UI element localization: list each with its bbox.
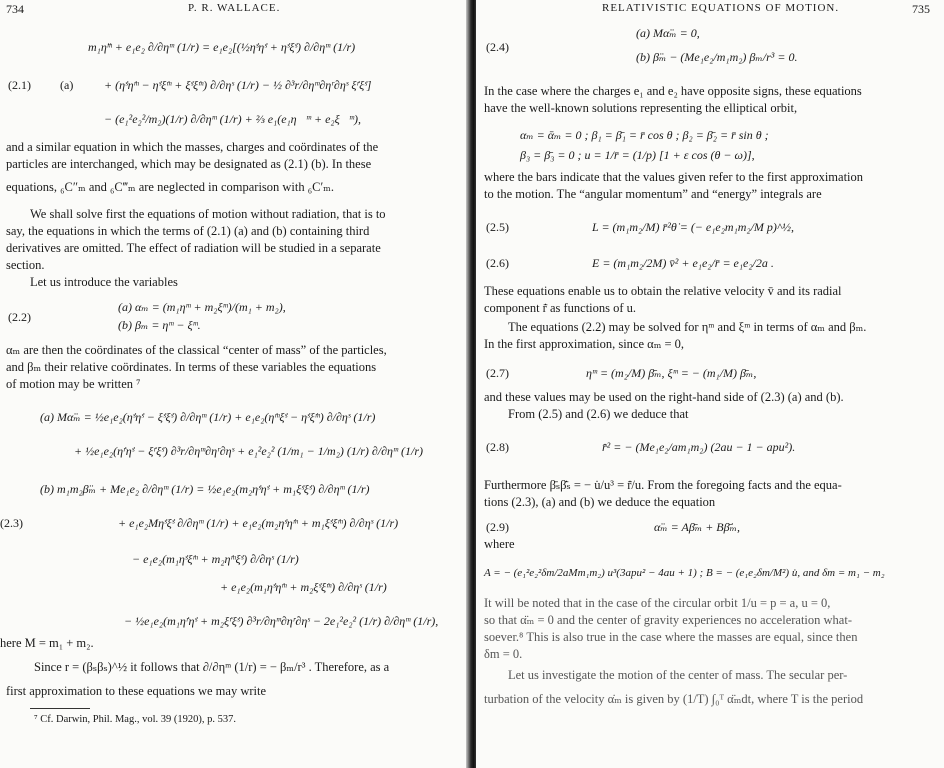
equation-line: α̈ₘ = Aβ̄ₘ + Bβ̄̇ₘ, xyxy=(654,520,740,534)
footnote-rule xyxy=(30,708,90,709)
equation-line: E = (m₁m₂/2M) v̄² + e₁e₂/r̄ = e₁e₂/2a . xyxy=(592,256,774,270)
page-number: 734 xyxy=(6,2,24,16)
paragraph-line: where xyxy=(484,537,515,551)
equation-line: (a) Mα̈ₘ = 0, xyxy=(636,26,700,40)
paragraph-line: The equations (2.2) may be solved for ηᵐ and ξᵐ in terms of αₘ and βₘ. xyxy=(508,320,867,334)
equation-line: (a) αₘ = (m₁ηᵐ + m₂ξᵐ)/(m₁ + m₂), xyxy=(118,300,286,314)
equation-line: r̄̇² = − (Me₁e₂/am₁m₂) (2au − 1 − apu²). xyxy=(602,440,796,454)
footnote: ⁷ Cf. Darwin, Phil. Mag., vol. 39 (1920), p. 537. xyxy=(34,714,236,725)
paragraph-line: Let us investigate the motion of the center of mass. The secular per- xyxy=(508,668,848,682)
paragraph-line: Let us introduce the variables xyxy=(30,275,178,289)
equation-number: (2.6) xyxy=(486,256,509,270)
paragraph-line: say, the equations in which the terms of (2.1) (a) and (b) containing third xyxy=(6,224,370,238)
equation-number: (2.3) xyxy=(0,516,23,530)
paragraph-line: In the first approximation, since αₘ = 0, xyxy=(484,337,685,351)
paragraph-line: here M = m₁ + m₂. xyxy=(0,636,94,650)
equation-line: A = − (e₁²e₂²δm/2aMm₁m₂) u³(3apu² − 4au + 1) ; B = − (e₁e₂δm/M²) u̇, and δm = m₁ − m₂ xyxy=(484,567,885,579)
paragraph-line: tions (2.3), (a) and (b) we deduce the equation xyxy=(484,495,716,509)
paragraph-line: In the case where the charges e₁ and e₂ have opposite signs, these equations xyxy=(484,84,862,98)
paragraph-line: and these values may be used on the right-hand side of (2.3) (a) and (b). xyxy=(484,390,844,404)
equation-line: L = (m₁m₂/M) r̄²θ̇ = (− e₁e₂m₁m₂/M p)^½, xyxy=(592,220,794,234)
left-page xyxy=(0,0,470,768)
paragraph-line: From (2.5) and (2.6) we deduce that xyxy=(508,407,689,421)
paragraph-line: derivatives are omitted. The effect of radiation will be studied in a separate xyxy=(6,241,381,255)
equation-number: (2.7) xyxy=(486,366,509,380)
equation-line: − e₁e₂(m₁η̇ˢξ̇ᵐ + m₂η̇ᵐξ̇ˢ) ∂/∂ηˢ (1/r) xyxy=(132,552,299,566)
paragraph-line: of motion may be written ⁷ xyxy=(6,377,141,391)
paragraph-line: We shall solve first the equations of motion without radiation, that is to xyxy=(30,207,386,221)
paragraph-line: and a similar equation in which the masses, charges and coördinates of the xyxy=(6,140,379,154)
equation-line: (a) Mα̈ₘ = ½e₁e₂(η̇ˢη̇ˢ − ξ̇ˢξ̇ˢ) ∂/∂ηᵐ (1/r) + e₁e₂(η̇ᵐξ̇ˢ − η̇ˢξ̇ᵐ) ∂/∂ηˢ (1/r) xyxy=(40,410,376,424)
paragraph-line: and βₘ their relative coördinates. In terms of these variables the equations xyxy=(6,360,377,374)
paragraph-line: have the well-known solutions representing the elliptical orbit, xyxy=(484,101,798,115)
equation-number: (2.5) xyxy=(486,220,509,234)
equation-line: β₃ = β̄₃ = 0 ; u = 1/r̄ = (1/p) [1 + ε cos (θ − ω)], xyxy=(520,148,755,162)
paragraph-line: These equations enable us to obtain the relative velocity v̄ and its radial xyxy=(484,284,842,298)
equation-line: ηᵐ = (m₂/M) β̄ₘ, ξᵐ = − (m₁/M) β̄ₘ, xyxy=(586,366,757,380)
paragraph-line: turbation of the velocity α̇ₘ is given by (1/T) ∫₀ᵀ α̈ₘdt, where T is the period xyxy=(484,692,864,706)
paragraph-line: equations, ₆C″ₘ and ₆C‴ₘ are neglected in comparison with ₆C′ₘ. xyxy=(6,180,334,194)
page-number: 735 xyxy=(912,2,930,16)
paragraph-line: where the bars indicate that the values given refer to the first approximation xyxy=(484,170,864,184)
equation-label: (a) xyxy=(60,78,74,92)
equation-number: (2.1) xyxy=(8,78,31,92)
equation-line: m₁η̈ᵐ + e₁e₂ ∂/∂ηᵐ (1/r) = e₁e₂[(½η̇ˢη̇ˢ + η̇ˢξ̇ˢ) ∂/∂ηᵐ (1/r) xyxy=(88,40,356,54)
paragraph-line: to the motion. The “angular momentum” and “energy” integrals are xyxy=(484,187,822,201)
equation-line: − ½e₁e₂(m₁η̇ʳη̇ˢ + m₂ξ̇ʳξ̇ˢ) ∂³r/∂ηᵐ∂ηʳ∂ηˢ − 2e₁²e₂² (1/r) ∂/∂ηᵐ (1/r), xyxy=(124,614,439,628)
paragraph-line: so that α̈ₘ = 0 and the center of gravity experiences no acceleration what- xyxy=(484,613,852,627)
paragraph-line: It will be noted that in the case of the circular orbit 1/u = p = a, u = 0, xyxy=(484,596,831,610)
paragraph-line: first approximation to these equations we may write xyxy=(6,684,267,698)
equation-number: (2.9) xyxy=(486,520,509,534)
equation-line: − (e₁²e₂²/m₂)(1/r) ∂/∂ηᵐ (1/r) + ⅔ e₁(e₁η⃛ᵐ + e₂ξ⃛ᵐ), xyxy=(104,112,362,126)
running-head: RELATIVISTIC EQUATIONS OF MOTION. xyxy=(602,2,840,14)
equation-line: + ½e₁e₂(η̇ʳη̇ˢ − ξ̇ʳξ̇ˢ) ∂³r/∂ηᵐ∂ηʳ∂ηˢ + e₁²e₂² (1/m₁ − 1/m₂) (1/r) ∂/∂ηᵐ (1/r) xyxy=(74,444,424,458)
equation-number: (2.8) xyxy=(486,440,509,454)
equation-number: (2.2) xyxy=(8,310,31,324)
running-head: P. R. WALLACE. xyxy=(188,2,281,14)
paragraph-line: δm = 0. xyxy=(484,647,523,661)
equation-line: (b) βₘ = ηᵐ − ξᵐ. xyxy=(118,318,201,332)
paragraph-line: Since r = (βₛβₛ)^½ it follows that ∂/∂ηᵐ (1/r) = − βₘ/r³ . Therefore, as a xyxy=(34,660,390,674)
paragraph-line: Furthermore β̄ₛβ̄̇ₛ = − u̇/u³ = r̄̇/u. From the foregoing facts and the equa- xyxy=(484,478,842,492)
equation-line: αₘ = ᾱₘ = 0 ; β₁ = β̄₁ = r̄ cos θ ; β₂ = β̄₂ = r̄ sin θ ; xyxy=(520,128,769,142)
equation-line: + (η̇ˢη̇ᵐ − η̇ˢξ̇ᵐ + ξ̇ˢξ̇ᵐ) ∂/∂ηˢ (1/r) − ½ ∂³r/∂ηᵐ∂ηʳ∂ηˢ ξ̇ʳξ̇ˢ] xyxy=(104,78,372,92)
paragraph-line: component r̄̇ as functions of u. xyxy=(484,301,637,315)
paragraph-line: αₘ are then the coördinates of the classical “center of mass” of the particles, xyxy=(6,343,387,357)
paragraph-line: section. xyxy=(6,258,45,272)
equation-line: + e₁e₂(m₁η̇ˢη̇ᵐ + m₂ξ̇ˢξ̇ᵐ) ∂/∂ηˢ (1/r) xyxy=(220,580,387,594)
paragraph-line: soever.⁸ This is also true in the case where the masses are equal, since then xyxy=(484,630,858,644)
equation-line: (b) m₁m₂β̈ₘ + Me₁e₂ ∂/∂ηᵐ (1/r) = ½e₁e₂(m₂η̇ˢη̇ˢ + m₁ξ̇ˢξ̇ˢ) ∂/∂ηᵐ (1/r) xyxy=(40,482,370,496)
equation-number: (2.4) xyxy=(486,40,509,54)
equation-line: + e₁e₂Mη̇ˢξ̇ˢ ∂/∂ηᵐ (1/r) + e₁e₂(m₂η̇ˢη̇ᵐ + m₁ξ̇ˢξ̇ᵐ) ∂/∂ηˢ (1/r) xyxy=(118,516,399,530)
right-page xyxy=(476,0,944,768)
paragraph-line: particles are interchanged, which may be designated as (2.1) (b). In these xyxy=(6,157,372,171)
equation-line: (b) β̈ₘ − (Me₁e₂/m₁m₂) βₘ/r³ = 0. xyxy=(636,50,798,64)
